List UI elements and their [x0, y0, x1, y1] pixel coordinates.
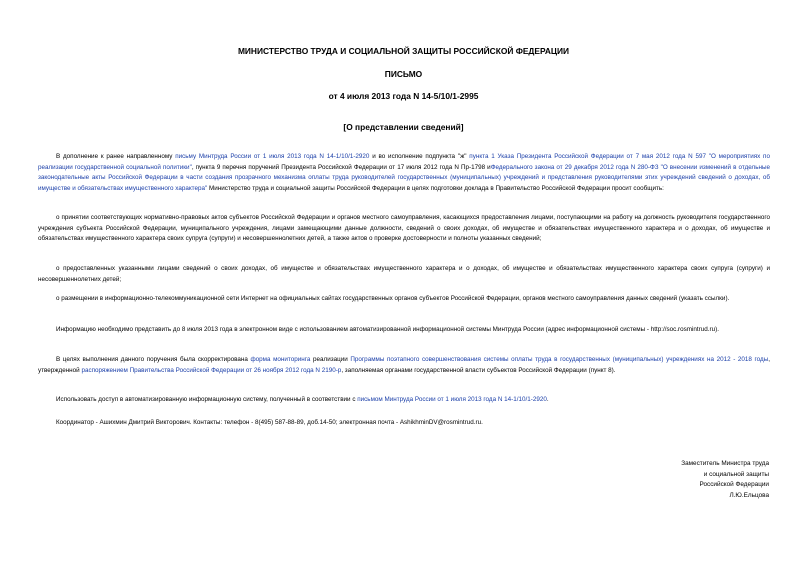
- coordinator-text: Координатор - Ашихмин Дмитрий Викторович. Контакты: телефон - 8(495) 587-88-89, доб.14-50; электронная почта - AshikhminDV@rosmintrud.ru.: [56, 419, 483, 426]
- link-program-2012-2018[interactable]: Программы поэтапного совершенствования системы оплаты труда в государственных (муниципальных) учреждениях на 2012 - 2018 годы: [350, 356, 769, 363]
- intro-text-1: В дополнение к ранее направленному: [56, 153, 176, 160]
- document-date-number: от 4 июля 2013 года N 14-5/10/1-2995: [328, 91, 479, 101]
- link-law-280fz[interactable]: Федерального закона от 29 декабря 2012 года N 280-ФЗ "О внесении изменений в отдельные законодательные акты Российской Федерации в части создания прозрачного механизма оплаты труда руководителей государственных (муниципальных) учреждений и представления руководителями этих учреждений сведений о доходах, об имуществе и обязательствах имущественного характера": [38, 163, 771, 192]
- access-paragraph: [38, 395, 770, 406]
- monitoring-text-4: , заполняемая органами государственной власти субъектов Российской Федерации (пункт 8).: [341, 366, 616, 374]
- list-item: [38, 264, 770, 285]
- access-text-2: .: [546, 396, 549, 403]
- access-text-1: Использовать доступ в автоматизированную информационную систему, полученный в соответствии с: [56, 396, 358, 403]
- signature-position-line-1: Заместитель Министра труда: [681, 460, 769, 467]
- info-paragraph: [38, 325, 770, 336]
- intro-paragraph: [38, 152, 770, 194]
- item-text: о предоставленных указанными лицами сведений о своих доходах, об имуществе и обязательствах имущественного характера и о доходах, об имуществе и обязательствах имущественного характера своих супруга (супруги) и несовершеннолетних детей;: [38, 265, 770, 283]
- ministry-title: МИНИСТЕРСТВО ТРУДА И СОЦИАЛЬНОЙ ЗАЩИТЫ РОССИЙСКОЙ ФЕДЕРАЦИИ: [237, 46, 570, 56]
- monitoring-text-2: реализации: [310, 356, 351, 363]
- link-letter-2920-access[interactable]: письмом Минтруда России от 1 июля 2013 года N 14-1/10/1-2920: [357, 396, 547, 403]
- item-text: о принятии соответствующих нормативно-правовых актов субъектов Российской Федерации и органов местного самоуправления, касающихся предоставления лицами, поступающими на работу на должность руководителя государственного учреждения субъекта Российской Федерации, муниципального учреждения, лицами замещающими данные должности, сведений о своих доходах, об имуществе и обязательствах имущественного характера и о доходах, об имуществе и обязательствах имущественного характера своих супруга (супруги) и несовершеннолетних детей, а также актов о проверке достоверности и полноты указанных сведений;: [38, 214, 770, 243]
- monitoring-paragraph: [38, 355, 770, 376]
- info-text: Информацию необходимо представить до 8 июля 2013 года в электронном виде с использованием автоматизированной информационной системы Минтруда России (адрес информационной системы - http://soc.rosmintrud.ru).: [56, 326, 719, 333]
- intro-text-3: , пункта 9 перечня поручений Президента Российской Федерации от 17 июля 2012 года N Пр-1798 и: [191, 163, 491, 171]
- item-text: о размещении в информационно-телекоммуникационной сети Интернет на официальных сайтах государственных органов субъектов Российской Федерации, органов местного самоуправления данных сведений (указать ссылки).: [56, 295, 730, 302]
- link-monitoring-form[interactable]: форма мониторинга: [250, 356, 311, 363]
- list-item: [38, 294, 770, 305]
- intro-text-4: Министерство труда и социальной защиты Российской Федерации в целях подготовки доклада в Правительство Российской Федерации просит сообщить:: [207, 184, 664, 192]
- link-order-2190r[interactable]: распоряжением Правительства Российской Федерации от 26 ноября 2012 года N 2190-р: [81, 366, 342, 374]
- signature-position-line-3: Российской Федерации: [699, 481, 769, 488]
- signature-position-line-2: и социальной защиты: [703, 470, 769, 478]
- coordinator-paragraph: [38, 418, 770, 429]
- intro-text-2: и во исполнение подпункта "ж": [369, 153, 470, 160]
- signature-name: Л.Ю.Ельцова: [729, 491, 769, 499]
- list-item: [38, 213, 770, 245]
- link-decree-597[interactable]: пункта 1 Указа Президента Российской Федерации от 7 мая 2012 года N 597 "О мероприятиях по реализации государственной социальной политики": [38, 153, 770, 171]
- document-type: ПИСЬМО: [384, 69, 423, 79]
- monitoring-text-3: , утвержденной: [38, 356, 770, 374]
- signature-block: [609, 459, 769, 501]
- link-letter-2920[interactable]: письму Минтруда России от 1 июля 2013 года N 14-1/10/1-2920: [175, 153, 370, 160]
- document-subject: [О представлении сведений]: [343, 122, 464, 132]
- monitoring-text-1: В целях выполнения данного поручения была скорректирована: [56, 356, 251, 363]
